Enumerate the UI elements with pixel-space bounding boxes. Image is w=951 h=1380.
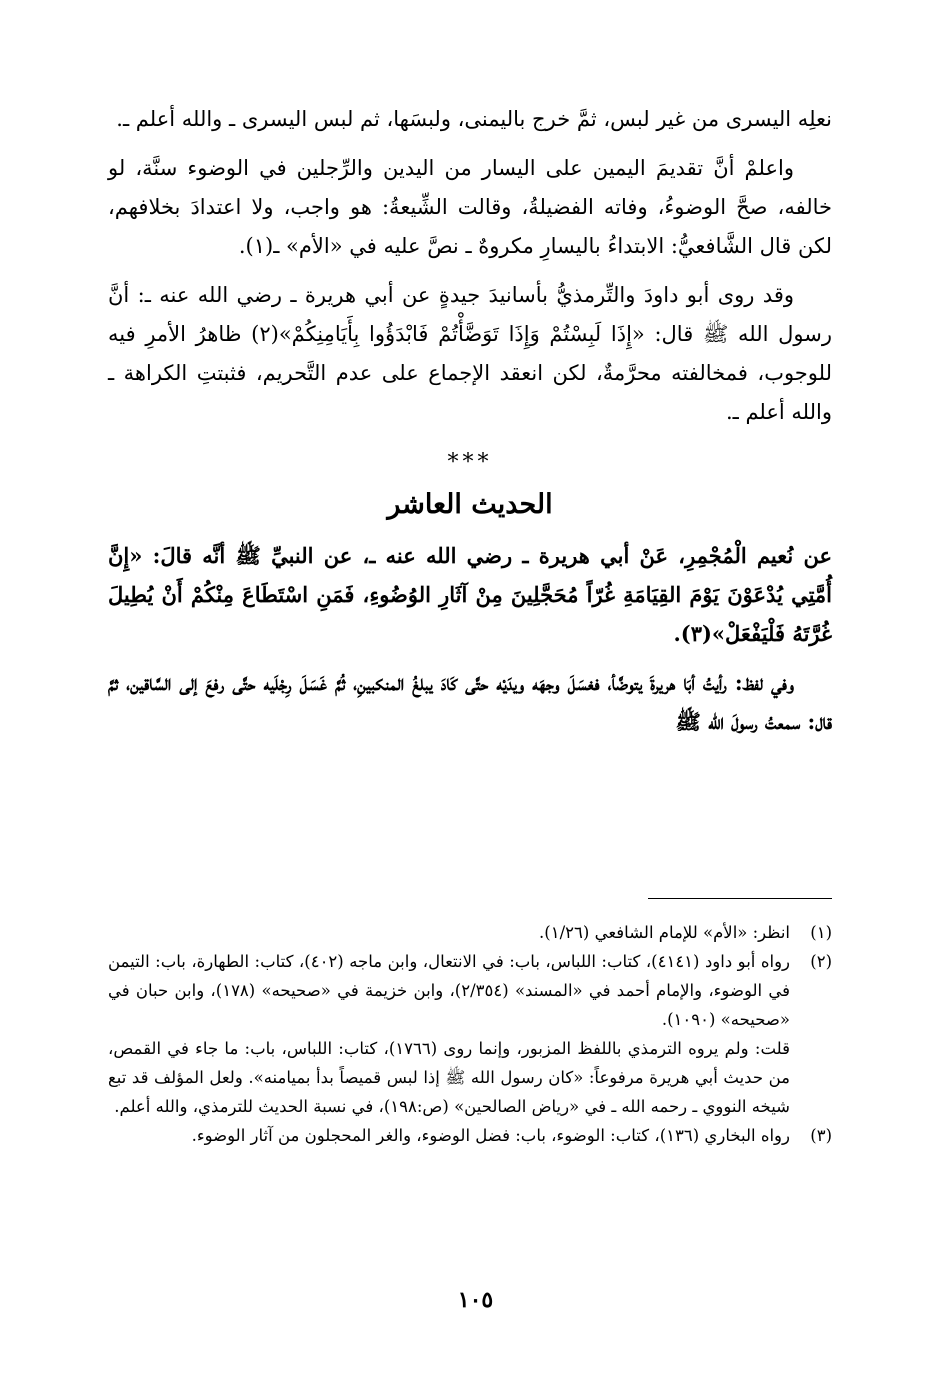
footnote-text: انظر: «الأم» للإمام الشافعي (١/٢٦). (539, 923, 790, 942)
main-text (108, 100, 832, 751)
paragraph-1: نعلِه اليسرى من غير لبس، ثمَّ خرج باليمنى، ولبسَها، ثم لبس اليسرى ـ والله أعلم ـ. (116, 107, 832, 131)
footnote (108, 947, 832, 1034)
footnote (108, 918, 832, 947)
footnote-text: رواه البخاري (١٣٦)، كتاب: الوضوء، باب: فضل الوضوء، والغر المحجلون من آثار الوضوء. (191, 1126, 790, 1145)
footnote-text: رواه أبو داود (٤١٤١)، كتاب: اللباس، باب: في الانتعال، وابن ماجه (٤٠٢)، كتاب: الطهارة، باب: التيمن في الوضوء، والإمام أحمد في «المسند» (٢/٣٥٤)، وابن خزيمة في «صحيحه» (١٧٨)، وابن حبان في «صحيحه» (١٠٩٠). (108, 952, 791, 1029)
footnote-number: (٢) (810, 952, 832, 971)
paragraph-3: وقد روى أبو داودَ والتِّرمذيُّ بأسانيدَ جيدةٍ عن أبي هريرة ـ رضي الله عنه ـ: أنَّ رسول الله ﷺ قال: «إِذَا لَبِسْتُمْ وَإِذَا تَوَضَّأْتُمْ فَابْدَؤُوا بِأَيَامِنِكُمْ»(٢) ظاهرُ الأمرِ فيه للوجوب، فمخالفته محرَّمةٌ، لكن انعقد الإجماع على عدم التَّحريم، فثبتتِ الكراهة ـ والله أعلم ـ. (108, 283, 832, 424)
footnote-divider (648, 898, 832, 899)
section-title: الحديث العاشر (387, 489, 553, 520)
hadith-variant: وفي لفظ: رأيتُ أبَا هريرةَ يتوضَّأ، فغسَلَ وجهَه ويدَيْه حتَّى كَادَ يبلغُ المنكبينِ، ثُمَّ غَسَلَ رِجْلَيه حتَّى رفعَ إلى السَّاقين، ثمَّ قال: سمعتُ رسولَ الله ﷺ (108, 670, 832, 734)
footnote-number: (٣) (810, 1126, 832, 1145)
footnote (108, 1121, 832, 1150)
footnotes (108, 918, 832, 1150)
footnote-number: (١) (810, 923, 832, 942)
paragraph-2: واعلمْ أنَّ تقديمَ اليمين على اليسار من اليدين والرِّجلين في الوضوء سنَّة، لو خالفه، صحَّ الوضوءُ، وفاته الفضيلةُ، وقالت الشِّيعةُ: هو واجب، ولا اعتدادَ بخلافهم، لكن قال الشَّافعيُّ: الابتداءُ باليسارِ مكروهٌ ـ نصَّ عليه في «الأم» ـ(١). (108, 156, 832, 258)
hadith-text: عن نُعيم الْمُجْمِرِ، عَنْ أبي هريرة ـ رضي الله عنه ـ، عن النبيِّ ﷺ أنَّه قالَ: «إِنَّ أُمَّتِي يُدْعَوْنَ يَوْمَ القِيَامَةِ غُرّاً مُحَجَّلِينَ مِنْ آثَارِ الوُضُوءِ، فَمَنِ اسْتَطَاعَ مِنْكُمْ أَنْ يُطِيلَ غُرَّتَهُ فَلْيَفْعَلْ»(٣). (108, 543, 832, 646)
page-number: ١٠٥ (457, 1287, 494, 1313)
section-separator: *** (447, 450, 493, 475)
footnote-continuation: قلت: ولم يروه الترمذي باللفظ المزبور، وإنما روى (١٧٦٦)، كتاب: اللباس، باب: ما جاء في القمص، من حديث أبي هريرة مرفوعاً: «كان رسول الله ﷺ إذا لبس قميصاً بدأ بميامنه». ولعل المؤلف قد تبع شيخه النووي ـ رحمه الله ـ في «رياض الصالحين» (ص:١٩٨)، في نسبة الحديث للترمذي، والله أعلم. (108, 1039, 791, 1116)
